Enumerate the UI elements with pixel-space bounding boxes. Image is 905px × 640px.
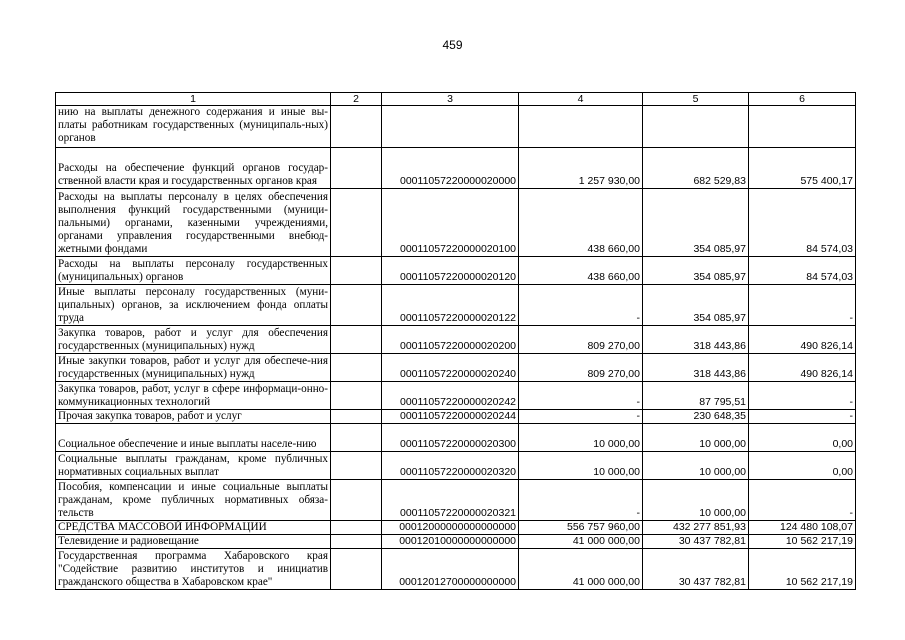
- row-plan: -: [519, 382, 643, 410]
- row-remainder: 575 400,17: [749, 148, 856, 189]
- column-header-3: 3: [382, 93, 519, 106]
- row-plan: 438 660,00: [519, 257, 643, 285]
- row-fact: 30 437 782,81: [643, 535, 749, 549]
- column-header-5: 5: [643, 93, 749, 106]
- table-row: [56, 424, 856, 452]
- row-col2: [331, 410, 382, 424]
- row-code: 00011057220000020321: [382, 480, 519, 521]
- row-col2: [331, 480, 382, 521]
- column-header-6: 6: [749, 93, 856, 106]
- table-row: [56, 549, 856, 590]
- table-row: [56, 326, 856, 354]
- row-code: 00011057220000020240: [382, 354, 519, 382]
- row-fact: 10 000,00: [643, 452, 749, 480]
- row-col2: [331, 257, 382, 285]
- row-remainder: 84 574,03: [749, 257, 856, 285]
- column-header-4: 4: [519, 93, 643, 106]
- row-plan: 1 257 930,00: [519, 148, 643, 189]
- row-col2: [331, 452, 382, 480]
- row-remainder: 490 826,14: [749, 354, 856, 382]
- table-row: [56, 410, 856, 424]
- table-row: [56, 106, 856, 148]
- table-row: [56, 382, 856, 410]
- row-plan: 809 270,00: [519, 326, 643, 354]
- row-code: 00011057220000020242: [382, 382, 519, 410]
- table-row: [56, 285, 856, 326]
- row-plan: 41 000 000,00: [519, 549, 643, 590]
- row-name: Социальные выплаты гражданам, кроме публичных нормативных социальных выплат: [56, 452, 331, 480]
- row-remainder: 124 480 108,07: [749, 521, 856, 535]
- row-plan: -: [519, 285, 643, 326]
- row-fact: 682 529,83: [643, 148, 749, 189]
- row-fact: 318 443,86: [643, 354, 749, 382]
- row-remainder: -: [749, 480, 856, 521]
- row-plan: 41 000 000,00: [519, 535, 643, 549]
- budget-table: [55, 92, 856, 590]
- row-col2: [331, 189, 382, 257]
- row-code: 00011057220000020320: [382, 452, 519, 480]
- row-plan: 10 000,00: [519, 452, 643, 480]
- row-plan: -: [519, 480, 643, 521]
- row-code: 00012010000000000000: [382, 535, 519, 549]
- row-fact: [643, 106, 749, 148]
- row-name: Государственная программа Хабаровского края "Содействие развитию институтов и инициатив гражданского общества в Хабаровском крае": [56, 549, 331, 590]
- row-name: Телевидение и радиовещание: [56, 535, 331, 549]
- row-plan: 438 660,00: [519, 189, 643, 257]
- row-remainder: 84 574,03: [749, 189, 856, 257]
- row-code: 00011057220000020122: [382, 285, 519, 326]
- row-fact: 354 085,97: [643, 257, 749, 285]
- row-code: 00011057220000020100: [382, 189, 519, 257]
- row-name: нию на выплаты денежного содержания и иные вы-платы работникам государственных (муниципаль-ных) органов: [56, 106, 331, 148]
- row-fact: 354 085,97: [643, 189, 749, 257]
- column-header-2: 2: [331, 93, 382, 106]
- row-col2: [331, 382, 382, 410]
- row-code: 00012012700000000000: [382, 549, 519, 590]
- row-fact: 230 648,35: [643, 410, 749, 424]
- row-name: Иные закупки товаров, работ и услуг для обеспече-ния государственных (муниципальных) нужд: [56, 354, 331, 382]
- row-remainder: [749, 106, 856, 148]
- table-row: [56, 148, 856, 189]
- row-name: Социальное обеспечение и иные выплаты населе-нию: [56, 424, 331, 452]
- row-plan: -: [519, 410, 643, 424]
- row-code: 00011057220000020300: [382, 424, 519, 452]
- row-name: Расходы на обеспечение функций органов государ-ственной власти края и государственных органов края: [56, 148, 331, 189]
- table-row: [56, 521, 856, 535]
- table-row: [56, 452, 856, 480]
- row-plan: 10 000,00: [519, 424, 643, 452]
- row-col2: [331, 354, 382, 382]
- row-remainder: 10 562 217,19: [749, 549, 856, 590]
- row-fact: 318 443,86: [643, 326, 749, 354]
- table-row: [56, 257, 856, 285]
- row-name: Прочая закупка товаров, работ и услуг: [56, 410, 331, 424]
- row-remainder: 10 562 217,19: [749, 535, 856, 549]
- row-fact: 87 795,51: [643, 382, 749, 410]
- row-remainder: 490 826,14: [749, 326, 856, 354]
- page-number: 459: [442, 38, 463, 52]
- row-col2: [331, 521, 382, 535]
- row-remainder: 0,00: [749, 452, 856, 480]
- row-fact: 432 277 851,93: [643, 521, 749, 535]
- row-col2: [331, 424, 382, 452]
- column-header-1: 1: [56, 93, 331, 106]
- row-name: Расходы на выплаты персоналу государственных (муниципальных) органов: [56, 257, 331, 285]
- row-plan: [519, 106, 643, 148]
- row-remainder: -: [749, 285, 856, 326]
- row-plan: 556 757 960,00: [519, 521, 643, 535]
- row-name: Закупка товаров, работ, услуг в сфере информаци-онно-коммуникационных технологий: [56, 382, 331, 410]
- row-name: Пособия, компенсации и иные социальные выплаты гражданам, кроме публичных нормативных обяза-тельств: [56, 480, 331, 521]
- table-row: [56, 535, 856, 549]
- row-fact: 10 000,00: [643, 424, 749, 452]
- table-row: [56, 189, 856, 257]
- row-fact: 30 437 782,81: [643, 549, 749, 590]
- row-col2: [331, 148, 382, 189]
- row-remainder: -: [749, 382, 856, 410]
- row-plan: 809 270,00: [519, 354, 643, 382]
- row-code: [382, 106, 519, 148]
- row-name: Иные выплаты персоналу государственных (муни-ципальных) органов, за исключением фонда оплаты труда: [56, 285, 331, 326]
- header-row: [56, 93, 856, 106]
- row-code: 00011057220000020200: [382, 326, 519, 354]
- row-name: Расходы на выплаты персоналу в целях обеспечения выполнения функций государственными (муници-пальными) органами, казенными учреждениями, органами управления государственными внебюд-жетными фондами: [56, 189, 331, 257]
- row-code: 00011057220000020000: [382, 148, 519, 189]
- row-col2: [331, 535, 382, 549]
- row-remainder: -: [749, 410, 856, 424]
- row-fact: 10 000,00: [643, 480, 749, 521]
- row-fact: 354 085,97: [643, 285, 749, 326]
- table-row: [56, 480, 856, 521]
- row-name: Закупка товаров, работ и услуг для обеспечения государственных (муниципальных) нужд: [56, 326, 331, 354]
- row-name: СРЕДСТВА МАССОВОЙ ИНФОРМАЦИИ: [56, 521, 331, 535]
- row-col2: [331, 106, 382, 148]
- row-code: 00012000000000000000: [382, 521, 519, 535]
- row-code: 00011057220000020244: [382, 410, 519, 424]
- row-code: 00011057220000020120: [382, 257, 519, 285]
- row-remainder: 0,00: [749, 424, 856, 452]
- row-col2: [331, 285, 382, 326]
- row-col2: [331, 326, 382, 354]
- table-row: [56, 354, 856, 382]
- row-col2: [331, 549, 382, 590]
